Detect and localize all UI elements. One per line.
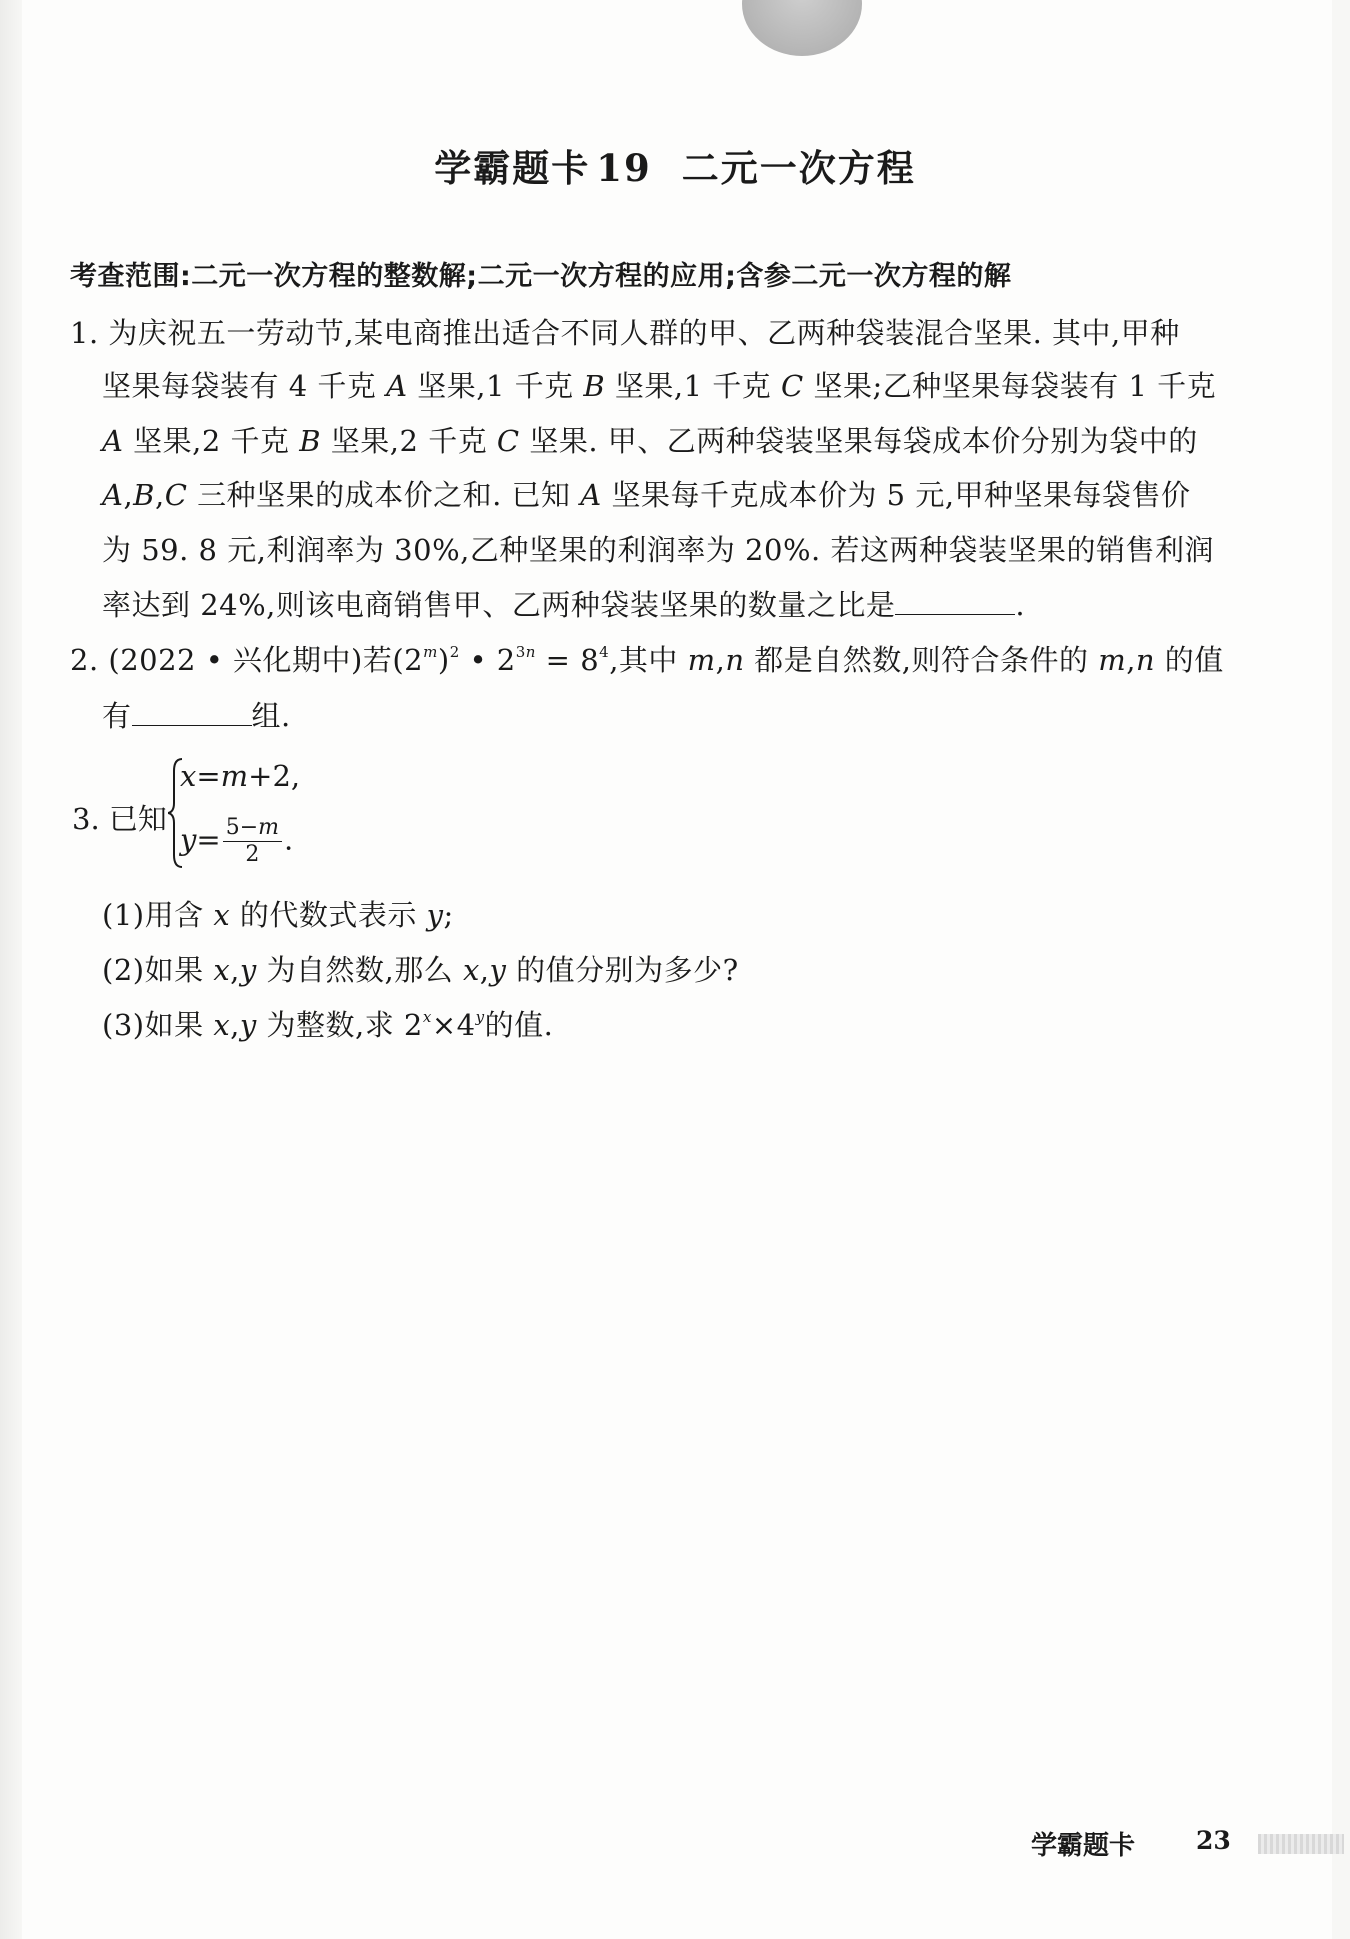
page-title [0,138,1350,192]
exam-scope: 考查范围:二元一次方程的整数解;二元一次方程的应用;含参二元一次方程的解 [70,261,1012,292]
q1-line-2: 坚果每袋装有 4 千克 A 坚果,1 千克 B 坚果,1 千克 C 坚果;乙种坚果每袋装有 1 千克 [102,369,1217,403]
q3-sub-1: (1)用含 x 的代数式表示 y; [102,898,454,932]
title-label: 学霸题卡 [434,146,591,190]
title-number: 19 [596,146,652,190]
q1-line-4: A,B,C 三种坚果的成本价之和. 已知 A 坚果每千克成本价为 5 元,甲种坚果每袋售价 [102,478,1191,512]
q3-equation-y: y= $\frac{5-m}{2}$ . [180,815,294,867]
q3-equation-x: x=m+2, [180,759,301,793]
page-edge-shadow [0,0,22,1939]
q1-line-3: A 坚果,2 千克 B 坚果,2 千克 C 坚果. 甲、乙两种袋装坚果每袋成本价分别为袋中的 [102,424,1198,458]
footer-label: 学霸题卡 [1031,1831,1136,1861]
title-topic: 二元一次方程 [681,146,916,190]
q2-line-1: 2. (2022 • 兴化期中)若$(2^m)^2$ • $2^{3n} = 8^4$,其中 m,n 都是自然数,则符合条件的 m,n 的值 [70,643,1224,677]
q2-answer-blank[interactable] [132,701,252,726]
q2-line-2: 有 组. [102,699,291,733]
q1-line-5: 为 59. 8 元,利润率为 30%,乙种坚果的利润率为 20%. 若这两种袋装坚果的销售利润 [102,533,1214,567]
q3-equation-system [72,755,352,875]
q1-line-6: 率达到 24%,则该电商销售甲、乙两种袋装坚果的数量之比是 . [102,588,1026,622]
q3-label: 3. 已知 [72,802,167,836]
q3-fraction: $\frac{5-m}{2}$ [223,815,282,868]
q1-answer-blank[interactable] [895,590,1015,615]
q3-sub-2: (2)如果 x,y 为自然数,那么 x,y 的值分别为多少? [102,953,739,987]
q1-line-1: 1. 为庆祝五一劳动节,某电商推出适合不同人群的甲、乙两种袋装混合坚果. 其中,甲种 [70,316,1180,350]
page-number: 23 [1196,1826,1231,1855]
q3-sub-3: (3)如果 x,y 为整数,求 $2^x\times 4^y$的值. [102,1008,554,1042]
footer-decoration [1258,1834,1344,1854]
